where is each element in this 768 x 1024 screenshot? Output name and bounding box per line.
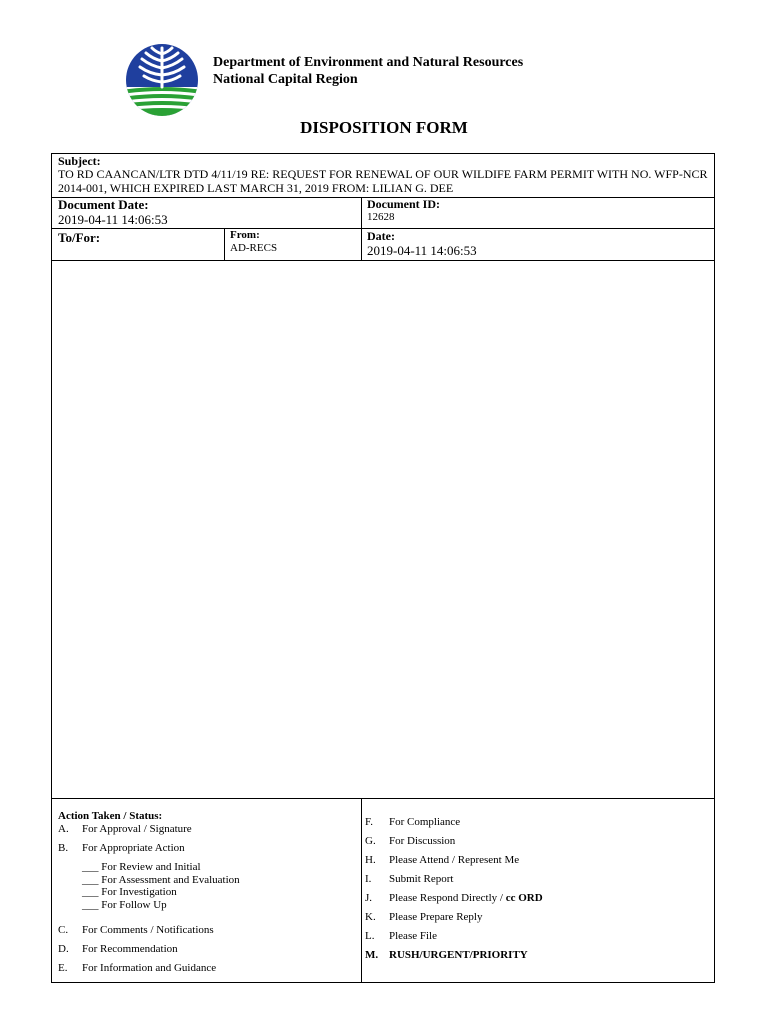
action-item-b: B. For Appropriate Action: [58, 842, 185, 854]
action-item-f: F. For Compliance: [365, 816, 461, 828]
sub-item-investigation: ___ For Investigation: [82, 886, 177, 898]
action-item-k: K. Please Prepare Reply: [365, 911, 483, 923]
action-item-h: H. Please Attend / Represent Me: [365, 854, 520, 866]
divider: [361, 798, 362, 982]
form-title: DISPOSITION FORM: [300, 118, 468, 137]
document-id-label: Document ID:: [367, 197, 440, 211]
subject-text: TO RD CAANCAN/LTR DTD 4/11/19 RE: REQUEST FOR RENEWAL OF OUR WILDIFE FARM PERMIT WITH NO. WFP-NCR 2014-001, WHICH EXPIRED LAST MARCH 31, 2019 FROM: LILIAN G. DEE: [58, 167, 708, 195]
denr-logo: [122, 44, 202, 116]
action-heading: Action Taken / Status:: [58, 810, 163, 822]
divider: [361, 197, 362, 260]
action-item-g: G. For Discussion: [365, 835, 456, 847]
subject-label: Subject:: [58, 154, 101, 168]
organization-header: [213, 54, 523, 88]
sub-item-follow-up: ___ For Follow Up: [82, 898, 167, 911]
action-item-d: D. For Recommendation: [58, 943, 178, 955]
action-item-a: A. For Approval / Signature: [58, 823, 192, 835]
divider: [224, 228, 225, 260]
disposition-form-table: [51, 153, 715, 983]
action-item-i: I. Submit Report: [365, 873, 454, 885]
action-item-e: E. For Information and Guidance: [58, 962, 217, 974]
action-item-c: C. For Comments / Notifications: [58, 924, 214, 936]
date-value: 2019-04-11 14:06:53: [367, 243, 477, 258]
document-id-value: 12628: [367, 211, 395, 223]
region-name: National Capital Region: [213, 72, 358, 87]
action-item-j: J. Please Respond Directly / cc ORD: [365, 892, 543, 904]
sub-item-assessment: ___ For Assessment and Evaluation: [82, 873, 240, 886]
action-item-l: L. Please File: [365, 930, 437, 942]
from-value: AD-RECS: [230, 242, 278, 254]
to-for-label: To/For:: [58, 230, 101, 245]
department-name: Department of Environment and Natural Resources: [213, 55, 524, 70]
divider: [52, 798, 714, 799]
action-item-m: M. RUSH/URGENT/PRIORITY: [365, 949, 528, 961]
document-date-label: Document Date:: [58, 197, 149, 212]
document-date-value: 2019-04-11 14:06:53: [58, 212, 168, 227]
date-label: Date:: [367, 229, 395, 243]
remarks-area[interactable]: [52, 261, 714, 798]
from-label: From:: [230, 229, 260, 241]
sub-item-review: ___ For Review and Initial: [82, 861, 201, 873]
